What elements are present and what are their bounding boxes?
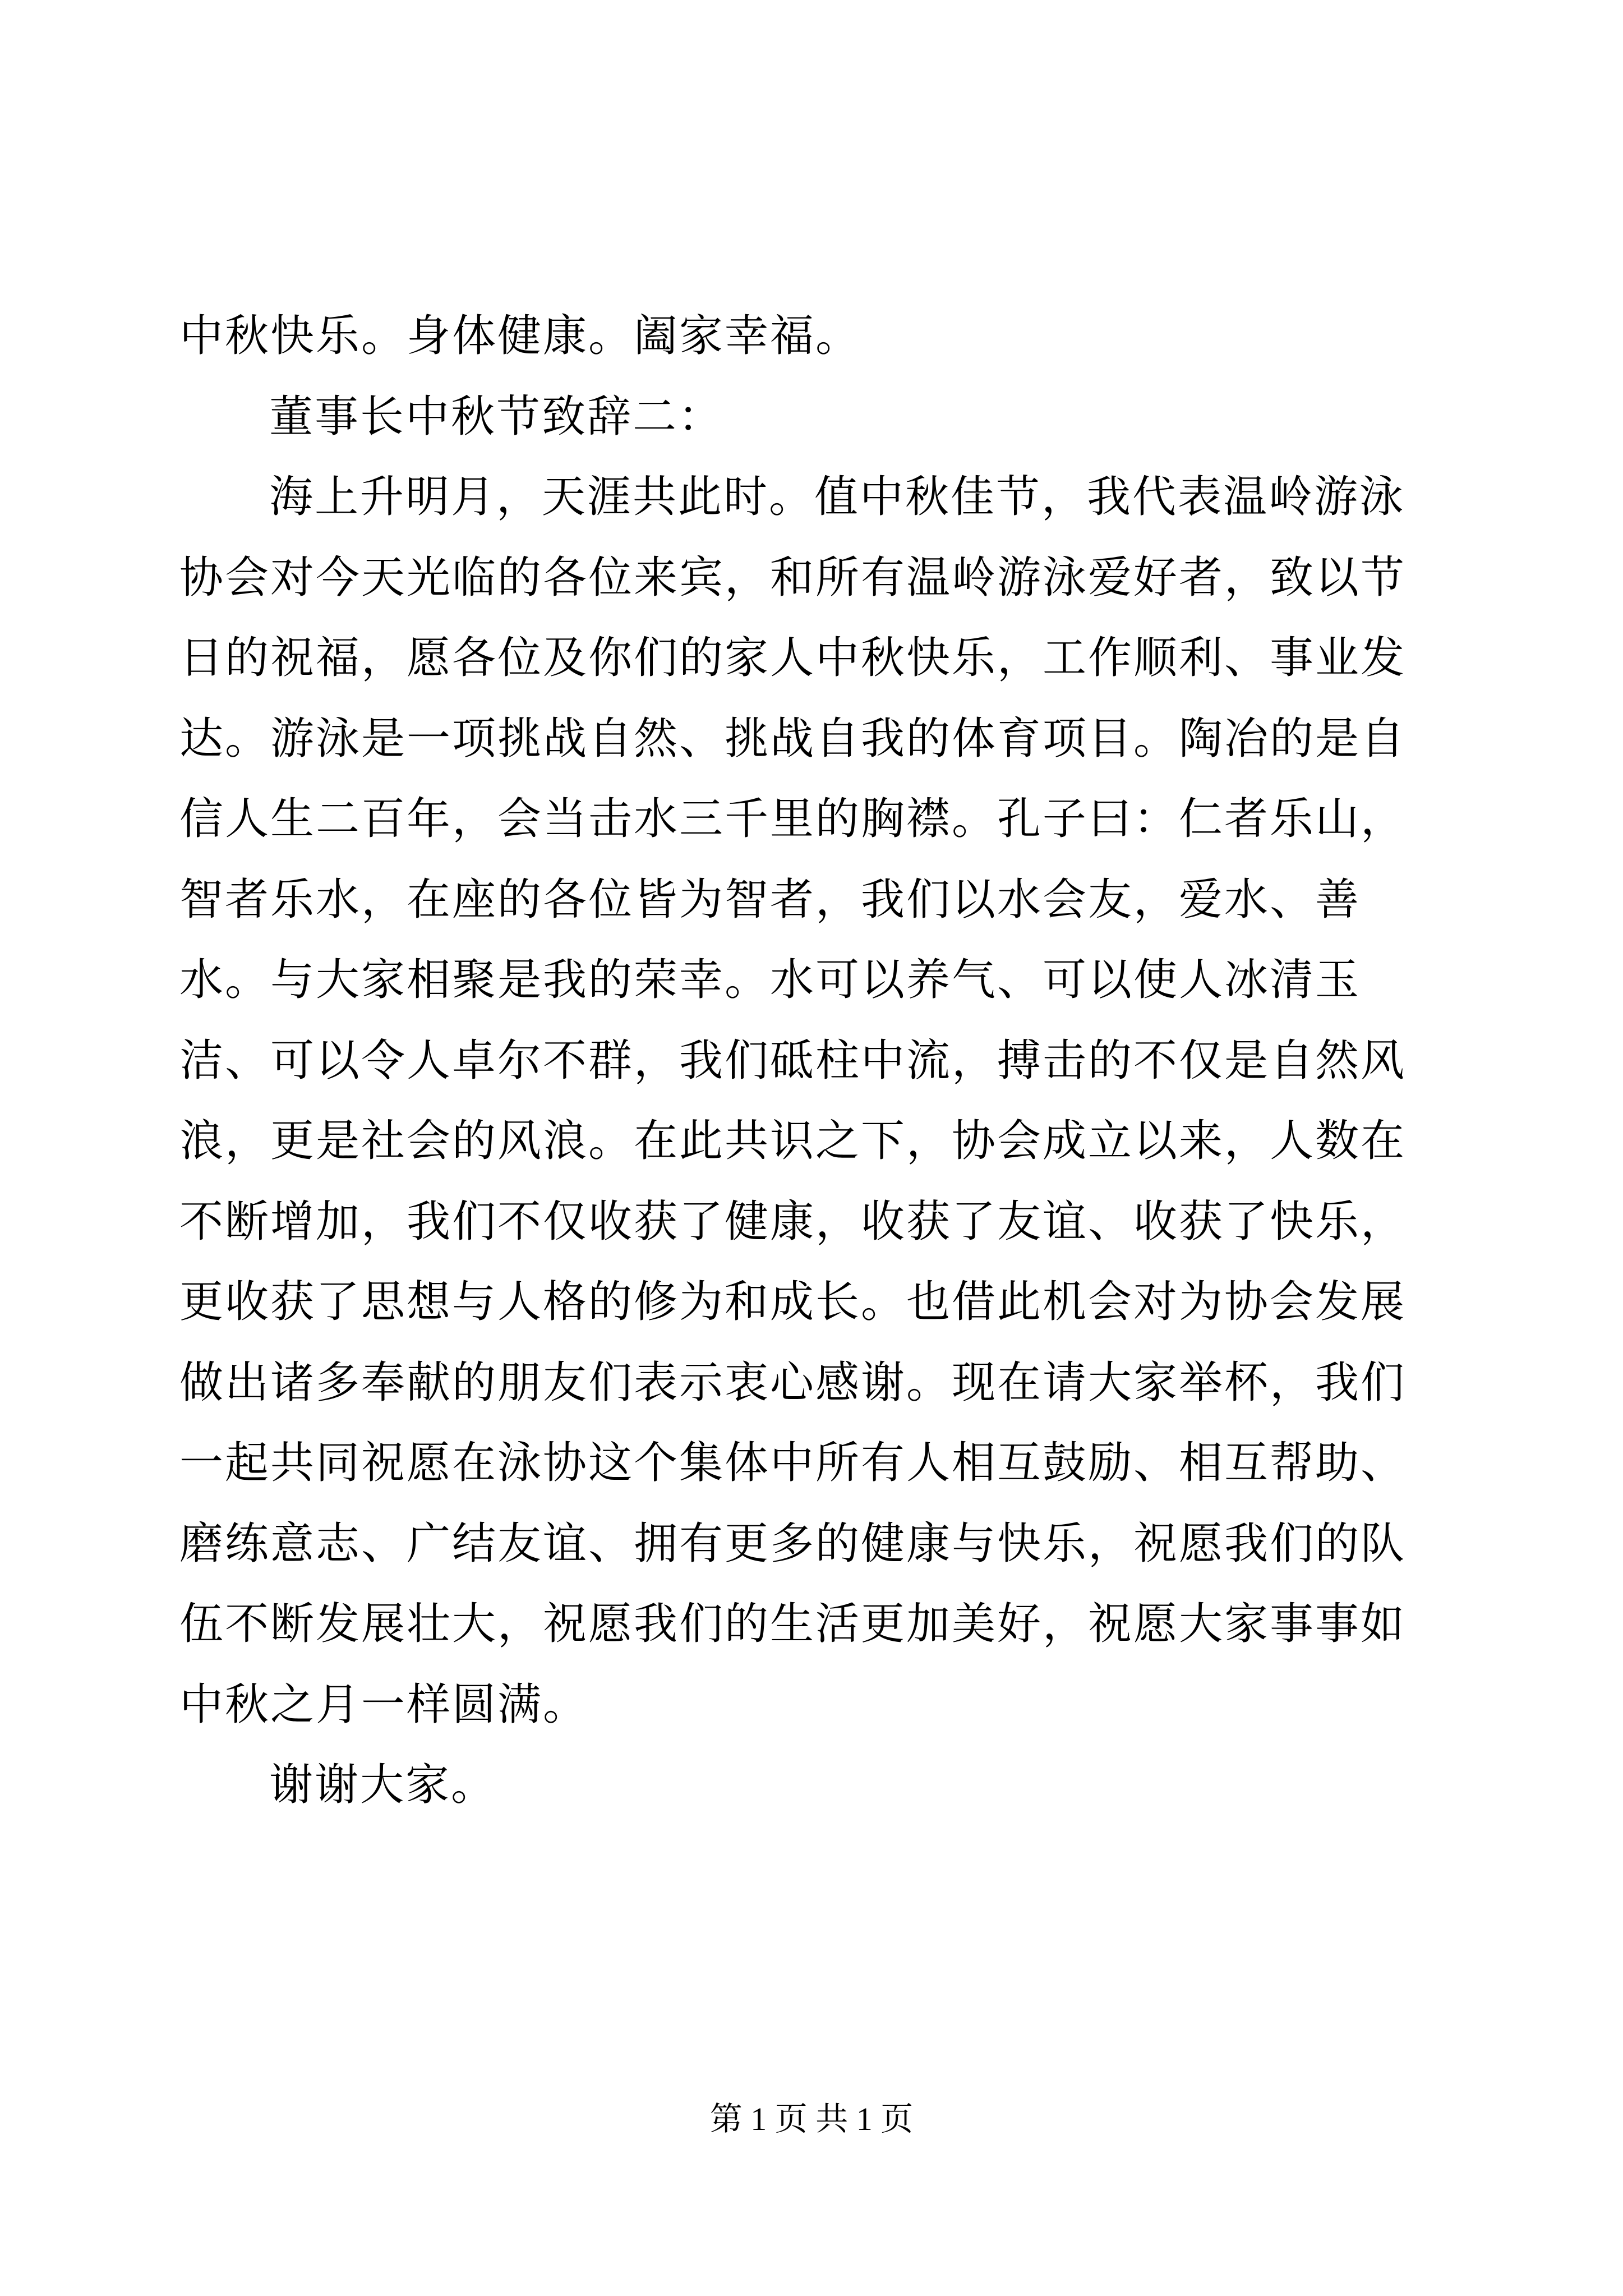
document-body (179, 296, 1450, 1826)
closing-line-paragraph: 中秋快乐。身体健康。阖家幸福。 (179, 311, 861, 361)
page-footer: 第 1 页 共 1 页 (709, 2101, 914, 2137)
section-heading: 董事长中秋节致辞二： (269, 391, 724, 442)
speech-body-paragraph: 海上升明月，天涯共此时。值中秋佳节，我代表温岭游泳协会对今天光临的各位来宾，和所有温岭游泳爱好者，致以节日的祝福，愿各位及你们的家人中秋快乐，工作顺利、事业发达。游泳是一项挑战自然、挑战自我的体育项目。陶冶的是自信人生二百年，会当击水三千里的胸襟。孔子曰：仁者乐山，智者乐水，在座的各位皆为智者，我们以水会友，爱水、善水。与大家相聚是我的荣幸。水可以养气、可以使人冰清玉洁、可以令人卓尔不群，我们砥柱中流，搏击的不仅是自然风浪，更是社会的风浪。在此共识之下，协会成立以来，人数在不断增加，我们不仅收获了健康，收获了友谊、收获了快乐，更收获了思想与人格的修为和成长。也借此机会对为协会发展做出诸多奉献的朋友们表示衷心感谢。现在请大家举杯，我们一起共同祝愿在泳协这个集体中所有人相互鼓励、相互帮助、磨练意志、广结友谊、拥有更多的健康与快乐，祝愿我们的队伍不断发展壮大，祝愿我们的生活更加美好，祝愿大家事事如中秋之月一样圆满。 (179, 472, 1407, 1730)
thanks-paragraph: 谢谢大家。 (269, 1760, 497, 1810)
